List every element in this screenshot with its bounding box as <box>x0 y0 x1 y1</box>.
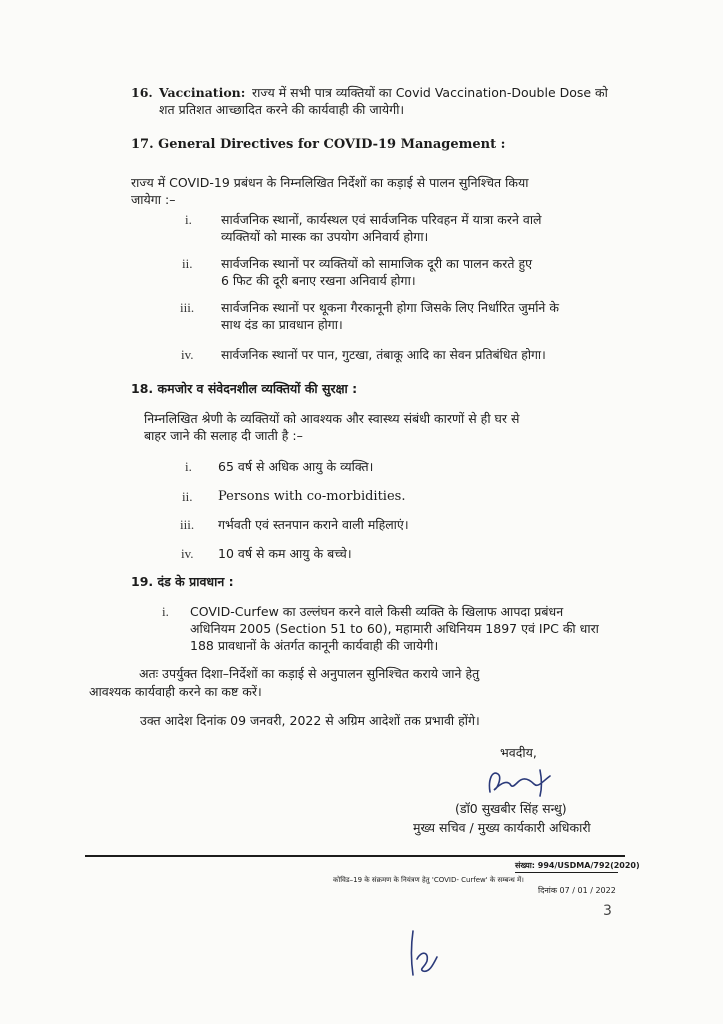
s17-intro-line2: जायेगा :– <box>131 192 176 207</box>
s17-intro-line1: राज्य में COVID-19 प्रबंधन के निम्नलिखित निर्देशों का कड़ाई से पालन सुनिश्चित किया <box>131 175 529 190</box>
s18-intro-line2: बाहर जाने की सलाह दी जाती है :– <box>144 428 303 443</box>
s18-heading: 18. कमजोर व संवेदनशील व्यक्तियों की सुरक्षा : <box>131 381 358 396</box>
s18-item3-number: iii. <box>180 517 195 532</box>
s17-item2-line2: 6 फिट की दूरी बनाए रखना अनिवार्य होगा। <box>221 273 416 288</box>
s17-item2-number: ii. <box>182 256 193 271</box>
s18-item1-number: i. <box>185 459 192 474</box>
s19-item1-line3: 188 प्रावधानों के अंतर्गत कानूनी कार्यवाही की जायेगी। <box>190 638 439 653</box>
closing-para1-line2: आवश्यक कार्यवाही करने का कष्ट करें। <box>89 684 262 699</box>
footer-reference-underline <box>515 872 618 873</box>
s17-heading: 17. General Directives for COVID-19 Management : <box>131 137 506 152</box>
s19-item1-number: i. <box>162 604 169 619</box>
s17-item4-number: iv. <box>181 347 194 362</box>
signature-image <box>480 762 570 802</box>
s17-item1-line1: सार्वजनिक स्थानों, कार्यस्थल एवं सार्वजनिक परिवहन में यात्रा करने वाले <box>221 212 542 227</box>
s17-item3-line2: साथ दंड का प्रावधान होगा। <box>221 317 343 332</box>
s17-item1-line2: व्यक्तियों को मास्क का उपयोग अनिवार्य होगा। <box>221 229 429 244</box>
s17-item4-text: सार्वजनिक स्थानों पर पान, गुटखा, तंबाकू आदि का सेवन प्रतिबंधित होगा। <box>221 348 546 362</box>
footer-reference: संख्या: 994/USDMA/792(2020) <box>515 861 640 870</box>
s16-text-line1: राज्य में सभी पात्र व्यक्तियों का Covid Vaccination-Double Dose को <box>252 85 608 100</box>
signatory-designation: मुख्य सचिव / मुख्य कार्यकारी अधिकारी <box>413 820 591 835</box>
s16-text-line2: शत प्रतिशत आच्छादित करने की कार्यवाही की जायेगी। <box>159 102 405 117</box>
s18-item2-text: Persons with co-morbidities. <box>218 489 406 504</box>
s19-item1-line2: अधिनियम 2005 (Section 51 to 60), महामारी अधिनियम 1897 एवं IPC की धारा <box>190 621 599 636</box>
s17-item1-number: i. <box>185 212 192 227</box>
s18-intro-line1: निम्नलिखित श्रेणी के व्यक्तियों को आवश्यक और स्वास्थ्य संबंधी कारणों से ही घर से <box>144 411 520 426</box>
s16-label: Vaccination: <box>159 85 246 100</box>
closing-para1-line1: अतः उपर्युक्त दिशा–निर्देशों का कड़ाई से अनुपालन सुनिश्चित कराये जाने हेतु <box>139 666 480 681</box>
s16-number: 16. <box>131 85 153 100</box>
sign-off: भवदीय, <box>500 745 537 760</box>
footer-subject: कोविड–19 के संक्रमण के नियंत्रण हेतु 'COVID- Curfew' के सम्बन्ध में। <box>333 876 524 884</box>
s18-item4-number: iv. <box>181 546 194 561</box>
s19-heading: 19. दंड के प्रावधान : <box>131 574 234 589</box>
s17-item2-line1: सार्वजनिक स्थानों पर व्यक्तियों को सामाजिक दूरी का पालन करते हुए <box>221 256 533 271</box>
s19-item1-line1: COVID-Curfew का उल्लंघन करने वाले किसी व्यक्ति के खिलाफ आपदा प्रबंधन <box>190 604 564 619</box>
footer-rule <box>85 855 625 857</box>
page-number: 3 <box>603 903 612 919</box>
s18-item4-text: 10 वर्ष से कम आयु के बच्चे। <box>218 546 352 561</box>
closing-para2: उक्त आदेश दिनांक 09 जनवरी, 2022 से अग्रिम आदेशों तक प्रभावी होंगे। <box>140 713 480 728</box>
s18-item3-text: गर्भवती एवं स्तनपान कराने वाली महिलाएं। <box>218 517 409 532</box>
footer-date: दिनांक 07 / 01 / 2022 <box>538 886 616 895</box>
s17-item3-line1: सार्वजनिक स्थानों पर थूकना गैरकानूनी होगा जिसके लिए निर्धारित जुर्माने के <box>221 300 559 315</box>
s17-item3-number: iii. <box>180 300 195 315</box>
s18-item1-text: 65 वर्ष से अधिक आयु के व्यक्ति। <box>218 459 374 474</box>
initials-mark <box>405 925 450 985</box>
s18-item2-number: ii. <box>182 489 193 504</box>
signatory-name: (डॉ0 सुखबीर सिंह सन्धु) <box>455 801 567 816</box>
